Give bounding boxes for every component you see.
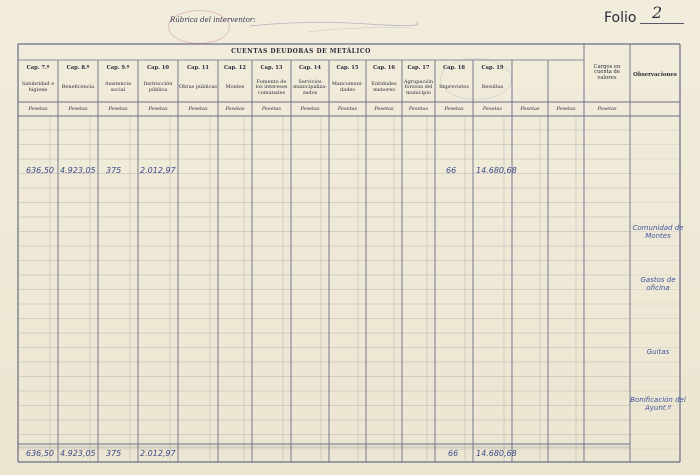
col-desc-14 [549,76,583,100]
col-cap-7: Cap. 14 [299,65,321,71]
col-cap-2: Cap. 9.º [106,65,130,71]
entry-cap18: 66 [446,166,457,175]
col-unit-5: Pesetas [225,106,245,112]
total-cap8: 4.923,05 [60,449,96,458]
total-cap19: 14.680,68 [476,449,517,458]
note-3: Guitas [646,348,670,356]
rubrica-label: Rúbrica del interventor: [170,16,256,24]
col-unit-8: Pesetas [337,106,358,112]
col-desc-5: Montes [225,84,245,91]
col-unit-12: Pesetas [482,106,503,112]
col-unit-4: Pesetas [188,106,208,112]
folio-number: 2 [652,3,663,22]
col-cap-6: Cap. 13 [260,65,283,71]
col-unit-6: Pesetas [261,106,282,112]
col-unit-1: Pesetas [68,106,88,112]
col-unit-2: Pesetas [108,106,128,112]
table-title: CUENTAS DEUDORAS DE METÁLICO [231,48,371,55]
col-desc-2: Asistencia social [105,81,131,93]
total-cap9: 375 [106,449,122,458]
col-desc-0: Salubridad e higiene [21,81,55,93]
cargos-header: Cargos en cuenta de valores [593,63,621,81]
col-cap-10: Cap. 17 [407,65,430,71]
total-cap7: 636,50 [26,449,54,458]
col-desc-1: Beneficencia [61,84,95,91]
total-cap18: 66 [448,449,459,458]
col-cap-0: Cap. 7.º [26,65,50,71]
entry-cap10: 2.012,97 [140,166,176,175]
note-1: Comunidad de Montes [632,224,684,240]
col-unit-14: Pesetas [556,106,576,112]
col-cap-8: Cap. 15 [336,65,359,71]
col-unit-11: Pesetas [444,106,464,112]
col-unit-0: Pesetas [28,106,48,112]
col-cap-12: Cap. 19 [481,65,504,71]
col-cap-1: Cap. 8.º [66,65,90,71]
col-desc-4: Obras públicas [179,84,217,91]
col-desc-8: Mancomuni-dades [331,81,364,93]
col-desc-7: Servicios municipaliza-zados [293,78,327,96]
col-cap-3: Cap. 10 [147,65,169,71]
col-desc-10: Agrupación forzosa del municipio [403,78,434,96]
col-cap-4: Cap. 11 [187,65,209,71]
entry-cap9: 375 [106,166,122,175]
note-2: Gastos de oficina [640,276,676,292]
col-desc-6: Fomento de los intereses comunales [255,78,288,96]
col-unit-10: Pesetas [408,106,429,112]
col-unit-9: Pesetas [374,106,394,112]
entry-cap19: 14.680,68 [476,166,517,175]
col-cap-9: Cap. 16 [373,65,395,71]
col-desc-13 [513,76,547,100]
entry-cap8: 4.923,05 [60,166,96,175]
col-desc-12: Resultas [481,84,504,91]
col-unit-7: Pesetas [300,106,320,112]
col-unit-3: Pesetas [148,106,168,112]
entry-cap7: 636,50 [26,166,54,175]
note-4: Bonificación del Ayunt.º [630,396,686,412]
col-desc-3: Instrucción pública [143,81,173,93]
folio-label: Folio [604,10,637,26]
observaciones-header: Observaciones [633,72,677,78]
cargos-unit: Pesetas [597,106,617,112]
total-cap10: 2.012,97 [140,449,176,458]
col-desc-11: Imprevistos [439,84,469,91]
col-unit-13: Pesetas [520,106,540,112]
col-desc-9: Entidades menores [371,81,397,93]
col-cap-5: Cap. 12 [224,65,246,71]
col-cap-11: Cap. 18 [443,65,465,71]
